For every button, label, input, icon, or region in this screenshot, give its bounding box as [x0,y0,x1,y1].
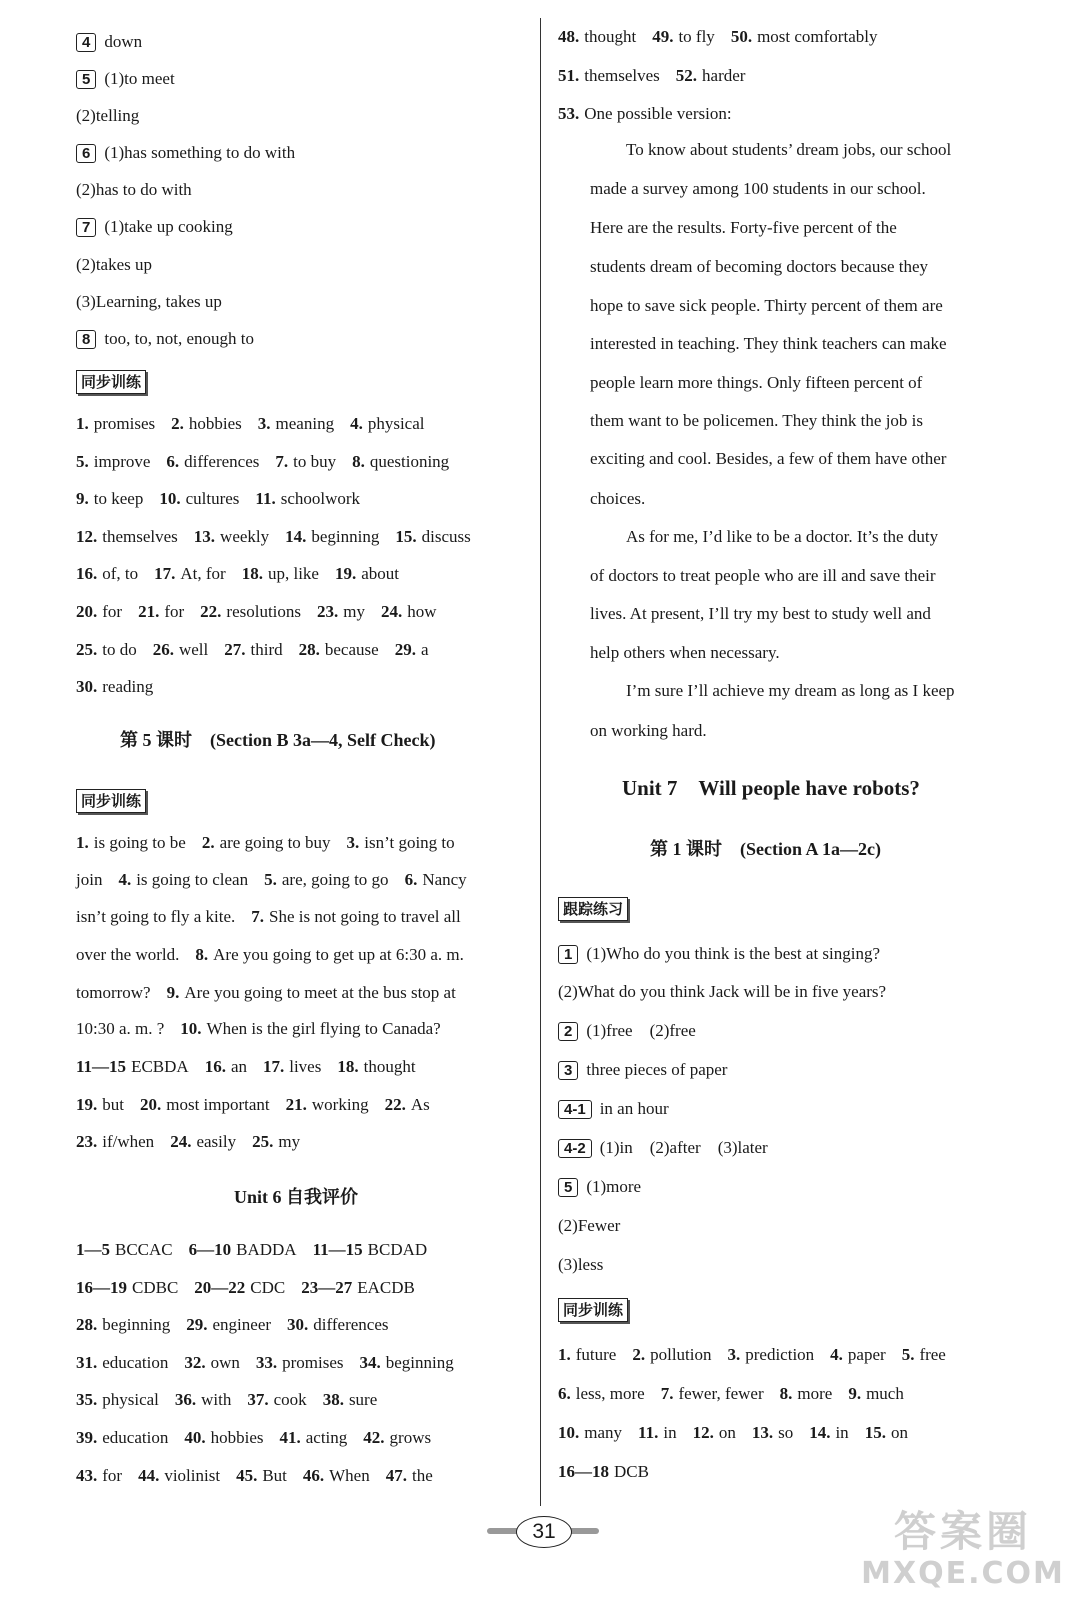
essay-line: hope to save sick people. Thirty percent of them are [590,296,943,315]
answer-number: 23—27 [301,1277,353,1297]
answer-text: but [102,1094,124,1114]
answer-row [76,1276,415,1300]
answer-text: DCB [614,1462,649,1481]
answer-number: 15. [395,526,417,546]
answer-line: (3)Learning, takes up [76,292,222,311]
answer-text: weekly [220,526,270,546]
section-tag: 同步训练 [76,789,146,813]
answer-text: differences [313,1315,389,1335]
answer-number: 11—15 [312,1240,363,1259]
answer-text: ECBDA [131,1057,189,1076]
answer-text: promises [282,1352,344,1372]
answer-text: hobbies [188,414,242,433]
answer-text: less, more [575,1384,645,1403]
answer-number: 32. [184,1352,206,1372]
answer-item-4: 4 down [76,30,142,54]
essay-line: To know about students’ dream jobs, our school [626,140,952,159]
answer-number: 9. [848,1384,862,1403]
answer-number: 43. [76,1465,98,1485]
answer-number: 21. [138,602,160,621]
answer-text: But [262,1465,287,1485]
answer-text: fewer, fewer [678,1384,764,1403]
page-number-badge [487,1516,599,1548]
answer-item-4-1: 4-1 in an hour [558,1097,669,1121]
answer-item-6: 6 (1)has something to do with [76,141,295,165]
item-number-box: 2 [558,1022,578,1041]
answer-text: grows [389,1428,432,1447]
answer-row [558,1382,904,1406]
answer-text: meaning [275,414,335,433]
answer-number: 16. [204,1057,226,1076]
answer-text: future [575,1345,617,1364]
answer-text: most comfortably [757,27,878,46]
answer-text: of, to [102,564,139,584]
answer-row [76,1055,416,1079]
answer-number: 23. [76,1132,98,1151]
essay-line: Here are the results. Forty-five percent of the [590,218,897,237]
answer-number: 42. [363,1428,385,1447]
item-number-box: 4-2 [558,1139,592,1158]
answer-number: 9. [76,489,89,509]
answer-number: 2. [171,414,184,433]
answer-text: paper [847,1345,886,1364]
answer-number: 20. [76,602,98,621]
essay-line: on working hard. [590,721,707,740]
answer-number: 15. [864,1423,886,1442]
answer-row [558,1343,946,1367]
answer-number: 34. [359,1352,381,1372]
answer-line: (2)Fewer [558,1216,621,1235]
answer-text: harder [702,65,746,85]
answer-number: 28. [76,1315,98,1335]
item-number-box: 1 [558,945,578,964]
answer-row [76,1388,377,1412]
answer-text: CDC [250,1277,286,1297]
answer-text: third [250,639,283,659]
answer-text: on [890,1423,908,1442]
answer-text: working [311,1094,369,1114]
answer-text: promises [93,414,156,433]
answer-text: free [919,1345,946,1364]
answer-text: sure [348,1390,378,1410]
answer-item-2: 2 (1)free (2)free [558,1019,696,1043]
answer-number: 24. [381,602,403,621]
answer-text: violinist [164,1465,221,1485]
answer-number: 11. [255,489,276,509]
answer-row [76,600,437,624]
answer-text: how [407,602,437,621]
answer-number: 29. [394,639,416,659]
answer-line: (2)has to do with [76,180,192,199]
answer-number: 19. [76,1094,98,1114]
lesson-heading: 第 1 课时 (Section A 1a—2c) [650,839,881,859]
answer-line: 10:30 a. m. ? 10. When is the girl flying to Canada? [76,1019,441,1038]
answer-row [558,25,877,49]
answer-number: 22. [384,1094,406,1114]
answer-text: own [210,1352,240,1372]
answer-text: the [411,1465,433,1485]
column-divider [540,18,541,1506]
answer-number: 35. [76,1390,98,1410]
answer-text: cultures [185,489,240,509]
answer-text: for [102,1465,123,1485]
answer-number: 37. [247,1390,269,1410]
answer-number: 14. [285,526,307,546]
answer-number: 33. [255,1352,278,1372]
answer-text: BCCAC [115,1240,173,1259]
answer-number: 16—19 [76,1277,127,1297]
answer-line: (3)less [558,1255,604,1274]
essay-line: interested in teaching. They think teachers can make [590,334,947,353]
essay-line: exciting and cool. Besides, a few of them have other [590,449,947,468]
answer-number: 45. [236,1465,258,1485]
answer-line: tomorrow? 9. Are you going to meet at the bus stop at [76,983,456,1002]
answer-text: At, for [180,564,226,584]
answer-number: 20. [139,1094,162,1114]
answer-text: physical [367,414,425,433]
unit-heading: Unit 6 自我评价 [234,1187,359,1207]
item-number-box: 3 [558,1061,578,1080]
answer-number: 11. [638,1423,659,1442]
answer-row [76,675,153,699]
essay-line: help others when necessary. [590,643,780,662]
answer-text: pollution [650,1345,712,1364]
answer-text: BCDAD [367,1240,428,1259]
essay-line: people learn more things. Only fifteen percent of [590,373,923,392]
answer-number: 7. [275,451,289,471]
answer-item-1: 1 (1)Who do you think is the best at singing? [558,942,880,966]
answer-line: 1. is going to be 2. are going to buy 3. isn’t going to [76,833,455,852]
answer-number: 24. [170,1132,192,1151]
answer-number: 14. [809,1423,831,1442]
answer-text: up, like [267,564,319,584]
answer-number: 13. [193,526,216,546]
answer-number: 51. [558,65,580,85]
answer-number: 11—15 [76,1057,127,1076]
answer-number: 41. [279,1428,301,1447]
answer-text: in [835,1423,849,1442]
answer-item-7: 7 (1)take up cooking [76,215,233,239]
answer-text: resolutions [226,602,302,621]
answer-line: isn’t going to fly a kite. 7. She is not going to travel all [76,907,461,926]
unit-title: Unit 7 Will people have robots? [622,776,920,800]
item-number-box: 4-1 [558,1100,592,1119]
answer-text: more [797,1384,833,1403]
answer-line: (2)What do you think Jack will be in five years? [558,982,887,1001]
answer-text: reading [102,677,154,697]
item-number-box: 6 [76,144,96,163]
lesson-heading: 第 5 课时 (Section B 3a—4, Self Check) [120,730,436,750]
answer-row [76,450,449,474]
answer-text: education [102,1428,169,1447]
answer-number: 10. [159,489,181,509]
answer-text: thought [584,27,637,46]
answer-line: (2)telling [76,106,140,125]
answer-row [558,1421,908,1445]
answer-line: (2)takes up [76,255,153,274]
answer-text: hobbies [210,1428,264,1447]
answer-row [76,1313,388,1337]
answer-number: 6—10 [188,1240,232,1259]
section-tag: 同步训练 [76,370,146,394]
answer-item-3: 3 three pieces of paper [558,1058,727,1082]
answer-text: acting [305,1428,348,1447]
answer-text: improve [93,451,151,471]
answer-text: One possible version: [584,104,732,123]
answer-number: 8. [779,1384,793,1403]
answer-text: physical [102,1390,159,1410]
answer-text: an [230,1057,247,1076]
section-tag: 同步训练 [558,1298,628,1322]
answer-number: 46. [302,1465,325,1485]
item-number-box: 5 [76,70,96,89]
answer-row [558,102,732,126]
answer-number: 16. [76,564,98,584]
answer-text: to do [102,639,137,659]
essay-line: them want to be policemen. They think the job is [590,411,924,430]
answer-text: with [201,1390,232,1410]
answer-row [76,412,424,436]
essay-line: of doctors to treat people who are ill and save their [590,566,936,585]
section-tag: 跟踪练习 [558,897,628,921]
answer-text: beginning [102,1315,171,1335]
answer-number: 16—18 [558,1462,609,1481]
answer-row [76,1130,300,1154]
essay-line: choices. [590,489,646,508]
essay-line: I’m sure I’ll achieve my dream as long as I keep [626,681,955,700]
answer-number: 40. [184,1428,206,1447]
answer-text: many [584,1423,623,1442]
answer-number: 29. [186,1315,208,1335]
answer-text: so [778,1423,794,1442]
answer-row [76,1351,454,1375]
answer-row [76,487,360,511]
answer-number: 12. [76,526,98,546]
answer-number: 20—22 [194,1277,246,1297]
answer-text: education [102,1352,169,1372]
answer-text: thought [363,1057,416,1076]
answer-text: differences [184,451,260,471]
essay-line: As for me, I’d like to be a doctor. It’s the duty [626,527,939,546]
answer-text: BADDA [236,1240,297,1259]
answer-line: over the world. 8. Are you going to get up at 6:30 a. m. [76,945,464,964]
answer-number: 3. [727,1345,741,1364]
answer-number: 8. [352,451,365,471]
answer-text: beginning [385,1352,454,1372]
answer-text: a [420,639,429,659]
answer-number: 31. [76,1352,98,1372]
essay-line: students dream of becoming doctors because they [590,257,929,276]
answer-text: in [663,1423,677,1442]
answer-number: 52. [675,65,698,85]
answer-number: 53. [558,104,580,123]
answer-text: As [410,1094,430,1114]
answer-text: themselves [102,526,178,546]
answer-text: because [324,639,379,659]
answer-text: well [178,639,209,659]
answer-text: cook [273,1390,307,1410]
answer-text: schoolwork [280,489,361,509]
answer-text: engineer [212,1315,272,1335]
answer-row [76,525,471,549]
answer-text: themselves [584,65,660,85]
answer-number: 1. [76,414,89,433]
answer-number: 28. [298,639,320,659]
watermark: 答案圈 MXQE.COM [861,1507,1065,1591]
answer-text: my [278,1132,301,1151]
answer-text: to buy [293,451,337,471]
answer-number: 6. [166,451,180,471]
answer-number: 12. [692,1423,714,1442]
answer-text: for [164,602,185,621]
answer-text: lives [289,1057,322,1076]
item-number-box: 4 [76,33,96,52]
answer-number: 5. [76,451,89,471]
answer-row [76,1464,433,1488]
essay-line: lives. At present, I’ll try my best to study well and [590,604,931,623]
answer-number: 19. [334,564,357,584]
answer-number: 25. [252,1132,274,1151]
answer-text: for [102,602,123,621]
answer-number: 3. [257,414,271,433]
answer-number: 5. [901,1345,915,1364]
answer-number: 36. [174,1390,197,1410]
answer-text: discuss [421,526,471,546]
answer-number: 21. [285,1094,307,1114]
answer-row [76,1238,427,1262]
answer-number: 6. [558,1384,571,1403]
item-number-box: 8 [76,330,96,349]
answer-text: most important [166,1094,270,1114]
answer-text: on [718,1423,736,1442]
page-number: 31 [516,1516,572,1548]
answer-text: prediction [745,1345,815,1364]
answer-number: 18. [337,1057,359,1076]
answer-number: 30. [287,1315,309,1335]
answer-item-5: 5 (1)more [558,1175,641,1199]
answer-text: my [343,602,365,621]
answer-number: 30. [76,677,98,697]
answer-number: 44. [138,1465,160,1485]
answer-row [76,1426,431,1450]
answer-number: 17. [154,564,176,584]
answer-text: questioning [369,451,450,471]
answer-number: 4. [830,1345,843,1364]
item-number-box: 5 [558,1178,578,1197]
answer-item-4-2: 4-2 (1)in (2)after (3)later [558,1136,768,1160]
answer-number: 27. [224,639,246,659]
answer-number: 25. [76,639,98,659]
answer-number: 10. [558,1423,580,1442]
answer-text: When [329,1465,370,1485]
answer-text: to keep [93,489,144,509]
answer-number: 4. [350,414,363,433]
answer-text: much [866,1384,904,1403]
answer-number: 26. [152,639,174,659]
answer-number: 22. [200,602,222,621]
answer-item-8: 8 too, to, not, enough to [76,327,254,351]
answer-number: 1—5 [76,1240,110,1259]
answer-number: 39. [76,1428,98,1447]
answer-number: 7. [660,1384,674,1403]
answer-number: 47. [385,1465,407,1485]
answer-number: 18. [241,564,263,584]
answer-row [76,638,428,662]
answer-text: to fly [678,27,715,46]
answer-line: join 4. is going to clean 5. are, going to go 6. Nancy [76,870,467,889]
answer-row [558,1460,649,1484]
answer-number: 23. [317,602,339,621]
essay-line: made a survey among 100 students in our school. [590,179,926,198]
answer-number: 50. [730,27,753,46]
answer-number: 38. [322,1390,344,1410]
answer-number: 13. [751,1423,774,1442]
answer-number: 17. [262,1057,285,1076]
answer-number: 1. [558,1345,571,1364]
answer-text: CDBC [132,1277,179,1297]
answer-row [558,64,745,88]
answer-row [76,1093,430,1117]
answer-text: beginning [311,526,380,546]
answer-item-5: 5 (1)to meet [76,67,175,91]
answer-text: about [361,564,399,584]
answer-number: 2. [632,1345,646,1364]
answer-number: 48. [558,27,580,46]
answer-number: 49. [652,27,674,46]
answer-row [76,562,399,586]
answer-text: if/when [102,1132,155,1151]
item-number-box: 7 [76,218,96,237]
answer-text: easily [196,1132,237,1151]
answer-text: EACDB [357,1277,415,1297]
